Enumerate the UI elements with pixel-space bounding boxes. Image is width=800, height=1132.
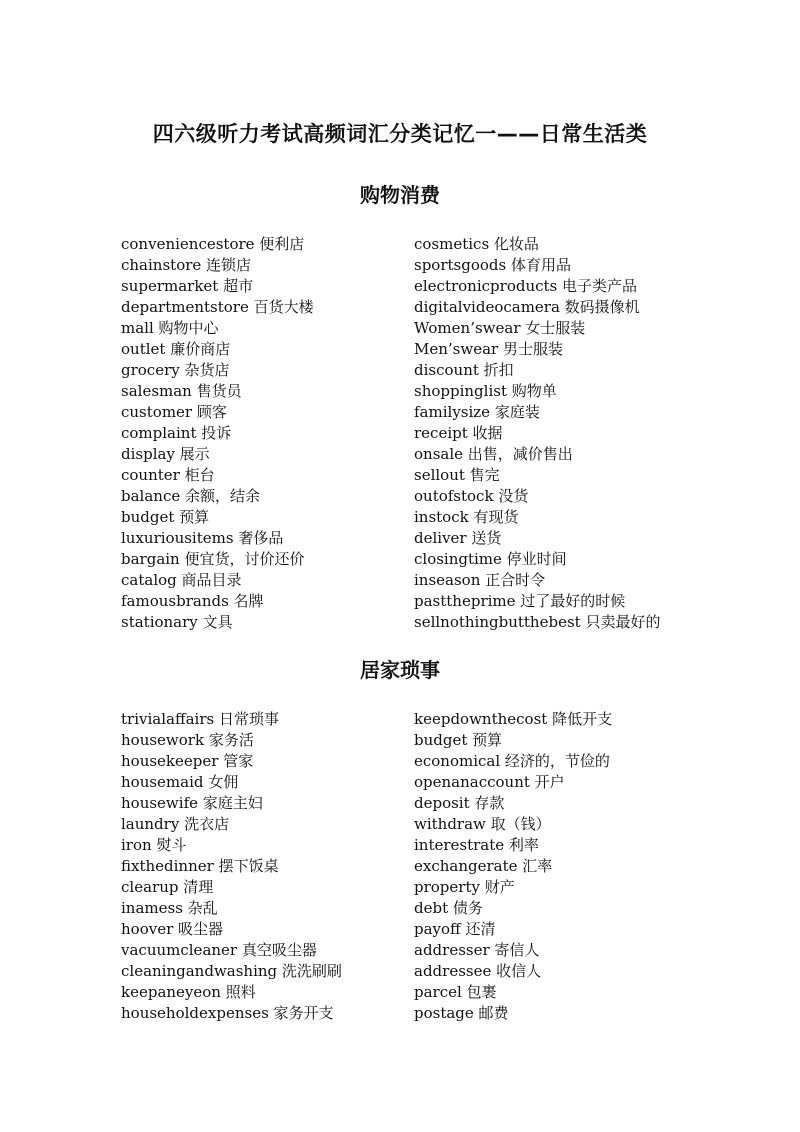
vocab-entry: closingtime 停业时间 [414,550,567,568]
vocab-entry: mall 购物中心 [121,319,219,337]
vocab-entry: interestrate 利率 [414,836,539,854]
vocab-list-shopping-right [414,234,714,633]
vocab-entry: parcel 包裹 [414,983,497,1001]
vocab-list-shopping-left [121,234,421,633]
vocab-entry: bargain 便宜货，讨价还价 [121,550,305,568]
vocab-entry: inseason 正合时令 [414,571,546,589]
vocab-entry: Women’swear 女士服装 [414,319,586,337]
vocab-entry: payoff 还清 [414,920,496,938]
section-heading-household: 居家琐事 [360,658,440,682]
vocab-entry: grocery 杂货店 [121,361,230,379]
vocab-entry: catalog 商品目录 [121,571,242,589]
vocab-entry: stationary 文具 [121,613,233,631]
vocab-entry: housemaid 女佣 [121,773,239,791]
vocab-entry: keepaneyeon 照料 [121,983,256,1001]
vocab-entry: fixthedinner 摆下饭桌 [121,857,279,875]
vocab-entry: customer 顾客 [121,403,227,421]
vocab-entry: withdraw 取（钱） [414,815,551,833]
vocab-entry: exchangerate 汇率 [414,857,553,875]
vocab-entry: deliver 送货 [414,529,502,547]
document-title: 四六级听力考试高频词汇分类记忆一——日常生活类 [152,122,648,146]
vocab-entry: postage 邮费 [414,1004,509,1022]
vocab-entry: property 财产 [414,878,515,896]
vocab-entry: trivialaffairs 日常琐事 [121,710,279,728]
vocab-entry: inamess 杂乱 [121,899,218,917]
vocab-entry: deposit 存款 [414,794,505,812]
vocab-entry: cosmetics 化妆品 [414,235,539,253]
vocab-entry: balance 余额，结余 [121,487,260,505]
vocab-entry: complaint 投诉 [121,424,232,442]
vocab-entry: cleaningandwashing 洗洗刷刷 [121,962,342,980]
vocab-entry: salesman 售货员 [121,382,242,400]
vocab-entry: hoover 吸尘器 [121,920,224,938]
vocab-entry: famousbrands 名牌 [121,592,264,610]
vocab-entry: economical 经济的，节俭的 [414,752,610,770]
vocab-entry: pasttheprime 过了最好的时候 [414,592,626,610]
vocab-entry: laundry 洗衣店 [121,815,230,833]
vocab-entry: discount 折扣 [414,361,514,379]
vocab-entry: addresser 寄信人 [414,941,540,959]
vocab-entry: display 展示 [121,445,210,463]
vocab-entry: clearup 清理 [121,878,214,896]
vocab-entry: householdexpenses 家务开支 [121,1004,334,1022]
vocab-entry: vacuumcleaner 真空吸尘器 [121,941,317,959]
vocab-list-household-right [414,709,714,1024]
vocab-entry: addressee 收信人 [414,962,542,980]
vocab-entry: outlet 廉价商店 [121,340,231,358]
vocab-entry: chainstore 连锁店 [121,256,252,274]
vocab-entry: housework 家务活 [121,731,254,749]
vocab-entry: digitalvideocamera 数码摄像机 [414,298,640,316]
vocab-entry: sellout 售完 [414,466,500,484]
vocab-entry: conveniencestore 便利店 [121,235,305,253]
vocab-entry: debt 债务 [414,899,483,917]
vocab-entry: sellnothingbutthebest 只卖最好的 [414,613,661,631]
vocab-entry: iron 熨斗 [121,836,187,854]
vocab-entry: supermarket 超市 [121,277,254,295]
vocab-entry: Men’swear 男士服装 [414,340,563,358]
vocab-entry: onsale 出售，减价售出 [414,445,573,463]
vocab-entry: keepdownthecost 降低开支 [414,710,613,728]
vocab-entry: luxuriousitems 奢侈品 [121,529,284,547]
vocab-entry: housekeeper 管家 [121,752,254,770]
vocab-entry: departmentstore 百货大楼 [121,298,314,316]
section-heading-shopping: 购物消费 [360,183,440,207]
vocab-entry: instock 有现货 [414,508,519,526]
vocab-entry: receipt 收据 [414,424,503,442]
vocab-entry: sportsgoods 体育用品 [414,256,571,274]
vocab-entry: openanaccount 开户 [414,773,565,791]
vocab-list-household-left [121,709,421,1024]
vocab-entry: shoppinglist 购物单 [414,382,557,400]
vocab-entry: counter 柜台 [121,466,215,484]
vocab-entry: outofstock 没货 [414,487,529,505]
vocab-entry: electronicproducts 电子类产品 [414,277,638,295]
vocab-entry: familysize 家庭装 [414,403,540,421]
vocab-entry: housewife 家庭主妇 [121,794,263,812]
vocab-entry: budget 预算 [414,731,503,749]
vocab-entry: budget 预算 [121,508,210,526]
